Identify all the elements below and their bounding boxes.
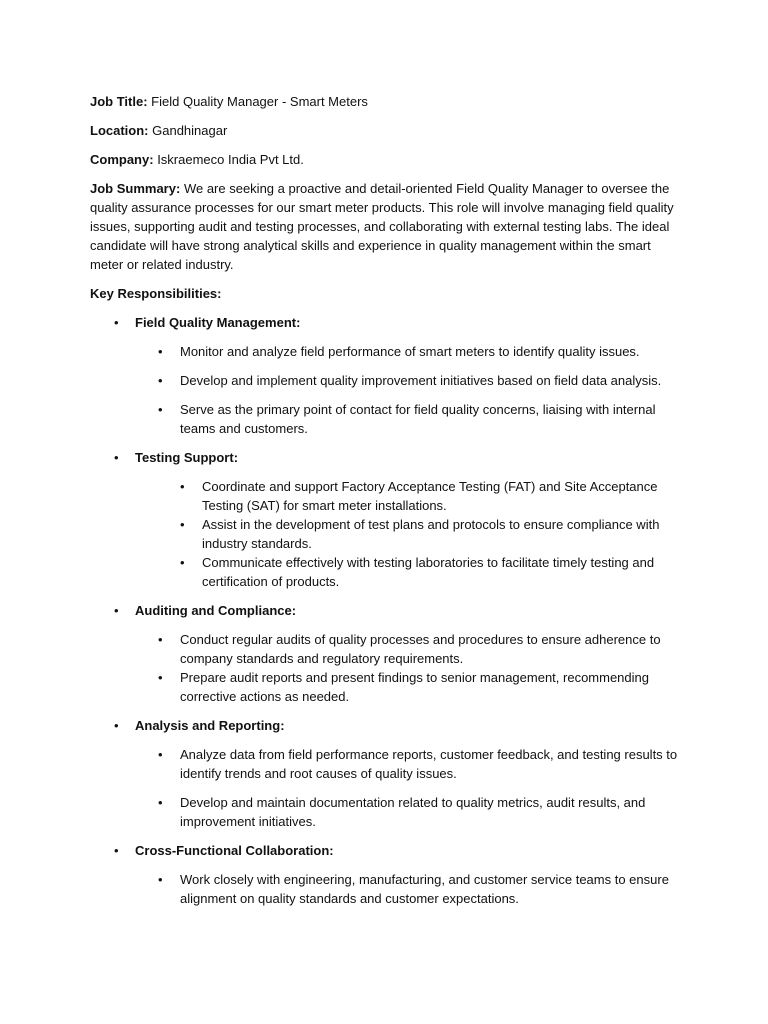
list-item	[157, 477, 678, 515]
list-item	[135, 630, 678, 668]
bullet-icon: •	[158, 795, 163, 810]
bullet-icon: •	[114, 603, 119, 618]
list-item	[135, 371, 678, 390]
bullet-icon: •	[158, 747, 163, 762]
list-item-text: Conduct regular audits of quality processes and procedures to ensure adherence to company standards and regulatory requirements.	[180, 632, 661, 666]
section-items	[135, 745, 678, 831]
job-title-line	[90, 92, 678, 111]
section-title: Field Quality Management:	[135, 315, 301, 330]
section-field-quality-management	[90, 313, 678, 438]
bullet-icon: •	[114, 718, 119, 733]
list-item-text: Coordinate and support Factory Acceptance Testing (FAT) and Site Acceptance Testing (SAT) for smart meter installations.	[202, 479, 658, 513]
bullet-icon: •	[158, 872, 163, 887]
section-items	[135, 477, 678, 591]
job-summary-text: We are seeking a proactive and detail-oriented Field Quality Manager to oversee the quality assurance processes for our smart meter products. This role will involve managing field quality issues, supporting audit and testing processes, and collaborating with external testing labs. The ideal candidate will have strong analytical skills and experience in quality management within the smart meter or related industry.	[90, 181, 674, 272]
bullet-icon: •	[114, 315, 119, 330]
list-item	[135, 793, 678, 831]
company-label: Company:	[90, 152, 154, 167]
bullet-icon: •	[114, 450, 119, 465]
section-auditing-and-compliance	[90, 601, 678, 706]
bullet-icon: •	[158, 344, 163, 359]
company-line	[90, 150, 678, 169]
section-analysis-and-reporting	[90, 716, 678, 831]
job-title-value: Field Quality Manager - Smart Meters	[151, 94, 368, 109]
key-responsibilities-heading: Key Responsibilities:	[90, 286, 222, 301]
section-title: Auditing and Compliance:	[135, 603, 297, 618]
company-value: Iskraemeco India Pvt Ltd.	[157, 152, 304, 167]
list-item-text: Analyze data from field performance reports, customer feedback, and testing results to identify trends and root causes of quality issues.	[180, 747, 678, 781]
list-item-text: Prepare audit reports and present findings to senior management, recommending corrective actions as needed.	[180, 670, 649, 704]
section-items	[135, 630, 678, 706]
section-cross-functional-collaboration	[90, 841, 678, 908]
bullet-icon: •	[158, 402, 163, 417]
bullet-icon: •	[180, 517, 185, 532]
bullet-icon: •	[180, 479, 185, 494]
section-testing-support	[90, 448, 678, 591]
bullet-icon: •	[158, 373, 163, 388]
location-value: Gandhinagar	[152, 123, 228, 138]
list-item	[135, 400, 678, 438]
section-items	[135, 870, 678, 908]
section-title: Analysis and Reporting:	[135, 718, 285, 733]
bullet-icon: •	[158, 670, 163, 685]
bullet-icon: •	[180, 555, 185, 570]
location-line	[90, 121, 678, 140]
job-summary	[90, 179, 678, 274]
list-item-text: Assist in the development of test plans and protocols to ensure compliance with industry standards.	[202, 517, 660, 551]
list-item-text: Develop and implement quality improvement initiatives based on field data analysis.	[180, 373, 662, 388]
list-item-text: Develop and maintain documentation related to quality metrics, audit results, and improvement initiatives.	[180, 795, 646, 829]
section-items	[135, 342, 678, 438]
list-item-text: Monitor and analyze field performance of smart meters to identify quality issues.	[180, 344, 640, 359]
list-item	[135, 668, 678, 706]
list-item-text: Communicate effectively with testing laboratories to facilitate timely testing and certification of products.	[202, 555, 655, 589]
list-item	[157, 515, 678, 553]
responsibility-sections	[90, 313, 678, 908]
list-item-text: Work closely with engineering, manufacturing, and customer service teams to ensure alignment on quality standards and customer expectations.	[180, 872, 669, 906]
list-item	[157, 553, 678, 591]
bullet-icon: •	[158, 632, 163, 647]
section-title: Testing Support:	[135, 450, 239, 465]
job-summary-label: Job Summary:	[90, 181, 181, 196]
list-item	[135, 870, 678, 908]
list-item-text: Serve as the primary point of contact for field quality concerns, liaising with internal teams and customers.	[180, 402, 656, 436]
bullet-icon: •	[114, 843, 119, 858]
section-title: Cross-Functional Collaboration:	[135, 843, 334, 858]
list-item	[135, 342, 678, 361]
job-title-label: Job Title:	[90, 94, 148, 109]
location-label: Location:	[90, 123, 149, 138]
list-item	[135, 745, 678, 783]
